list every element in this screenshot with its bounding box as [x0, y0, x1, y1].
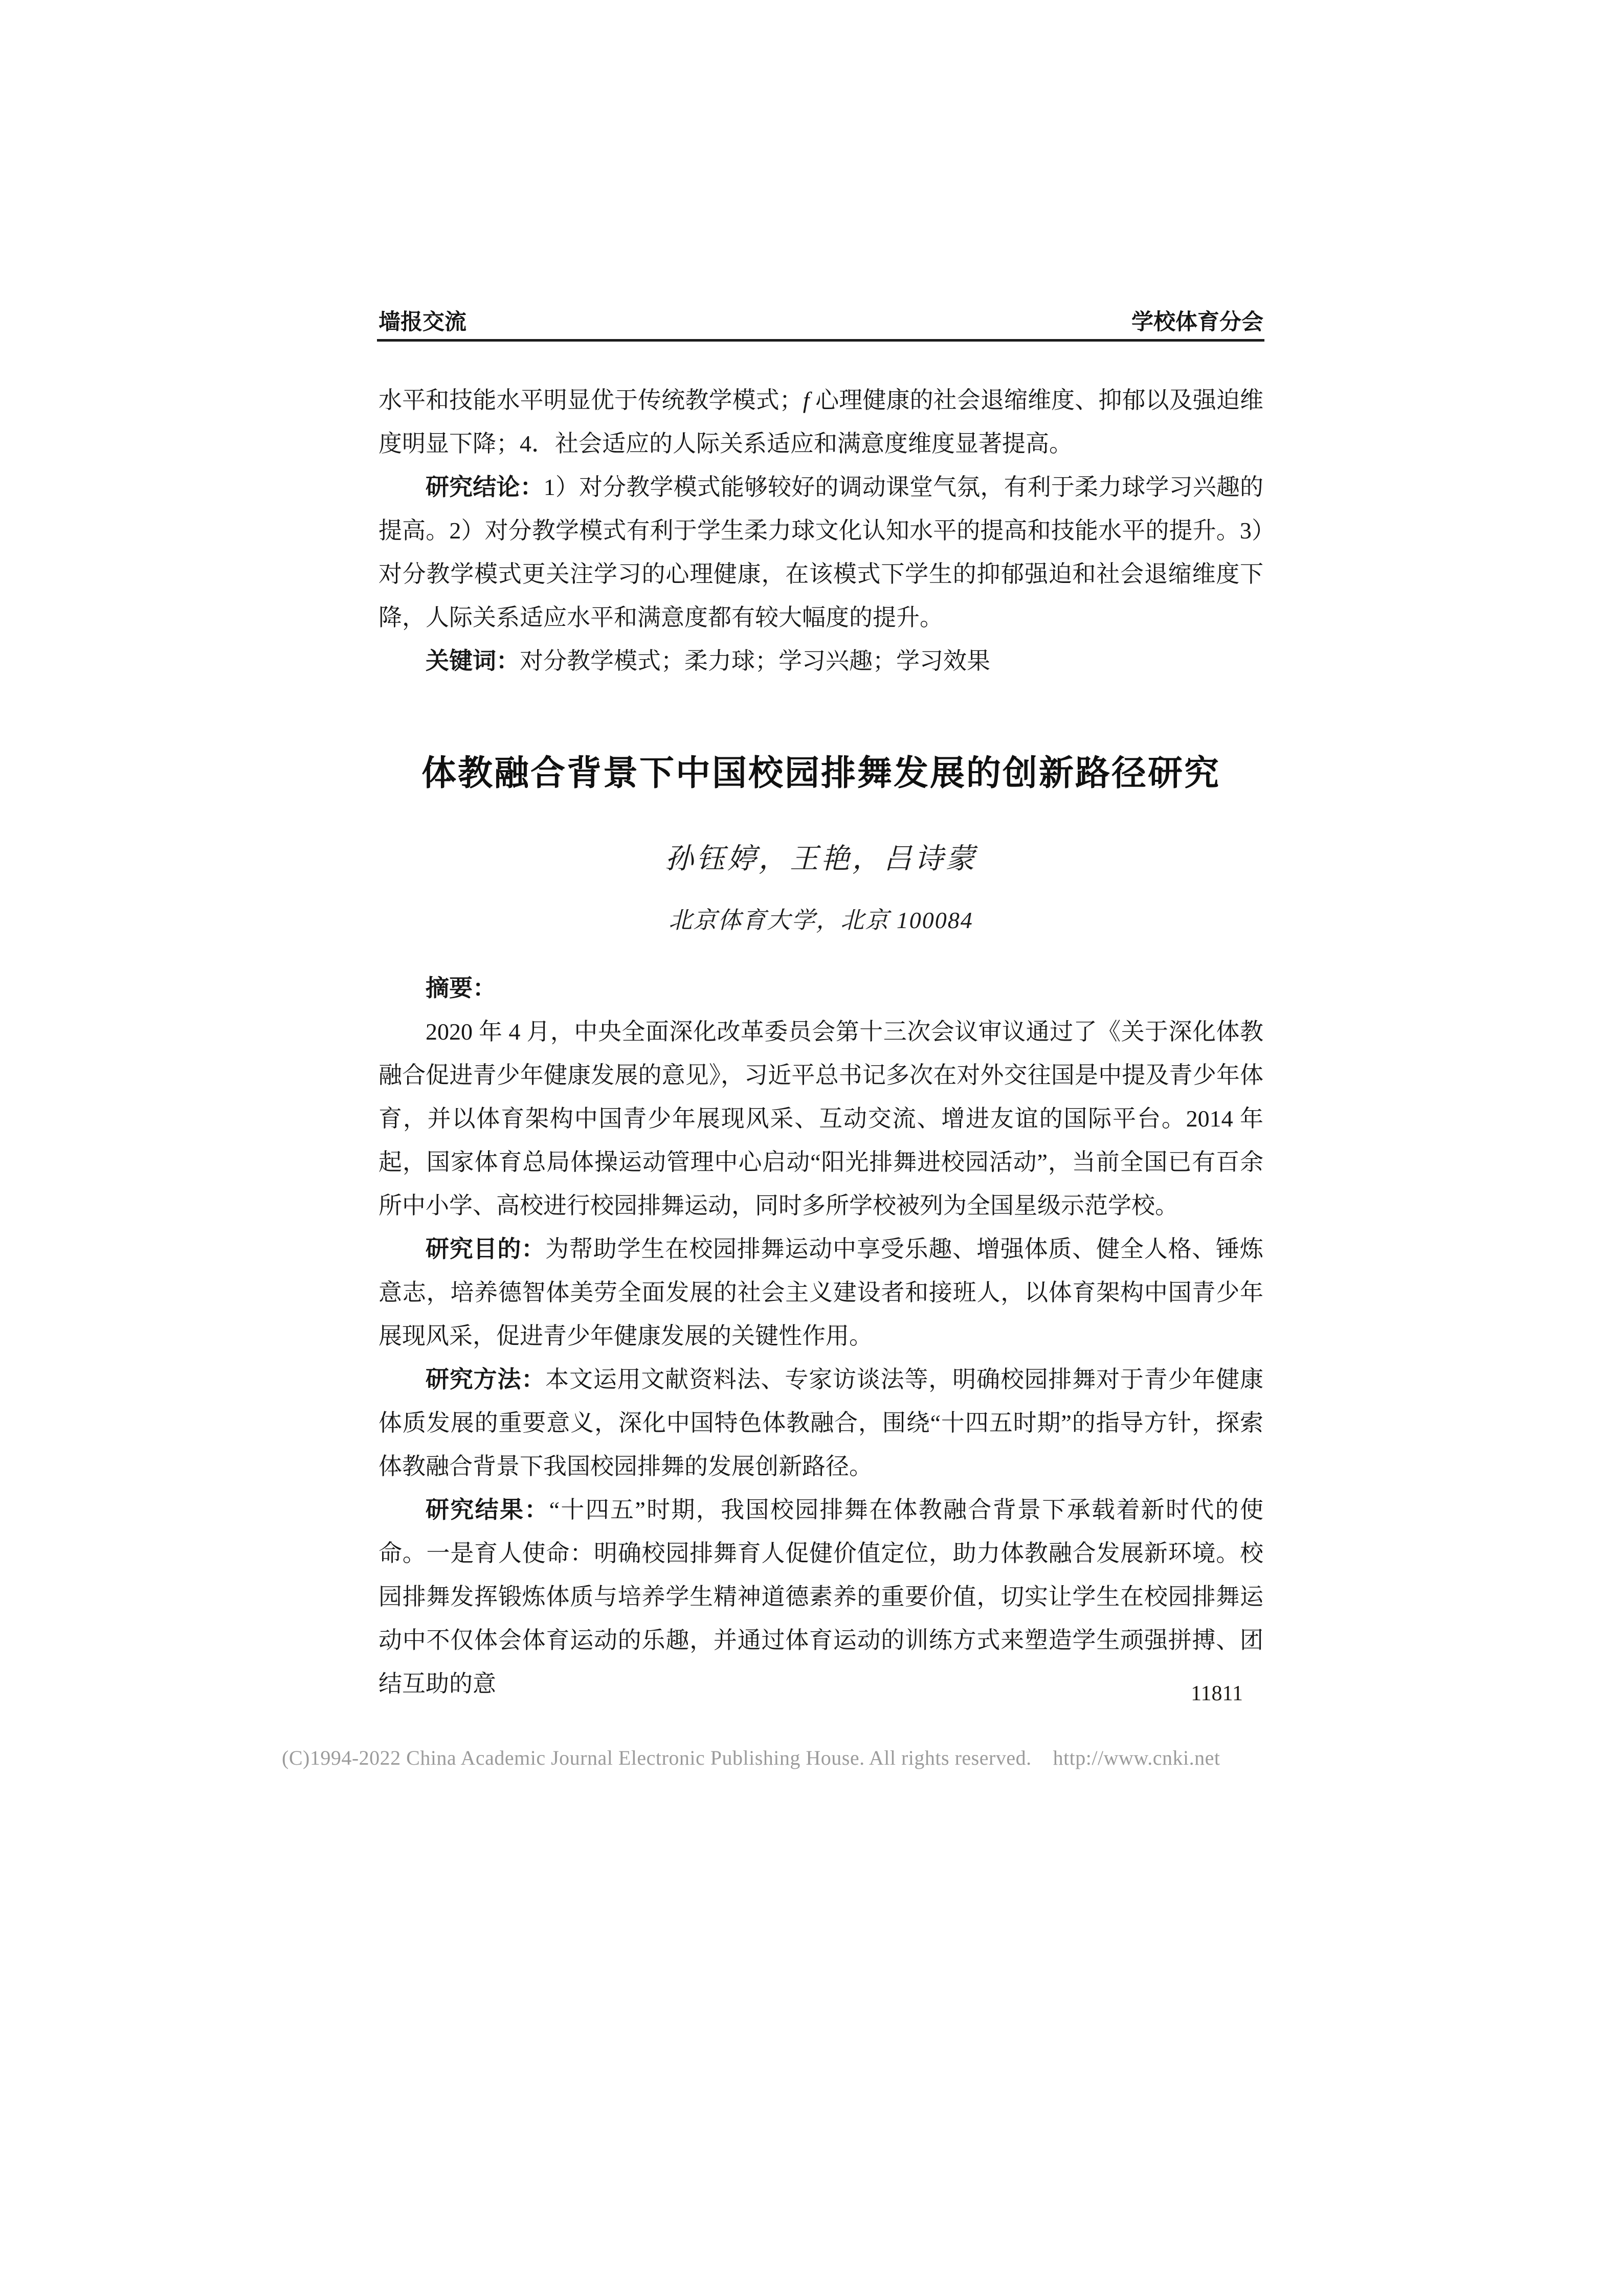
abstract-label-paragraph: [379, 966, 1263, 1010]
running-head-left: 墙报交流: [379, 310, 466, 334]
conclusion-text: 1）对分教学模式能够较好的调动课堂气氛，有利于柔力球学习兴趣的提高。2）对分教学模式有利于学生柔力球文化认知水平的提高和技能水平的提升。3）对分教学模式更关注学习的心理健康，在该模式下学生的抑郁强迫和社会退缩维度下降，人际关系适应水平和满意度都有较大幅度的提升。: [379, 474, 1264, 631]
keywords-paragraph: [379, 639, 1263, 683]
abstract-label: 摘要：: [426, 975, 496, 1001]
page-number: 11811: [1191, 1682, 1243, 1705]
article-title: 体教融合背景下中国校园排舞发展的创新路径研究: [421, 754, 1220, 793]
copyright-footer: (C)1994-2022 China Academic Journal Electronic Publishing House. All rights reserved. http://www.cnki.net: [282, 1746, 1220, 1769]
method-text: 本文运用文献资料法、专家访谈法等，明确校园排舞对于青少年健康体质发展的重要意义，深化中国特色体教融合，围绕“十四五时期”的指导方针，探索体教融合背景下我国校园排舞的发展创新路径。: [379, 1366, 1264, 1479]
conclusion-paragraph: [379, 465, 1263, 639]
italic-f-symbol: f: [803, 387, 810, 413]
article-authors: 孙钰婷，王艳，吕诗蒙: [665, 843, 977, 875]
method-paragraph: [379, 1358, 1263, 1488]
purpose-text: 为帮助学生在校园排舞运动中享受乐趣、增强体质、健全人格、锤炼意志，培养德智体美劳全面发展的社会主义建设者和接班人，以体育架构中国青少年展现风采，促进青少年健康发展的关键性作用。: [379, 1236, 1264, 1349]
header-rule: [377, 339, 1264, 342]
previous-article-tail: [379, 378, 1263, 683]
running-head: [379, 310, 1263, 334]
method-label: 研究方法：: [426, 1366, 546, 1392]
running-head-right: 学校体育分会: [1131, 310, 1263, 334]
article-affiliation: 北京体育大学，北京 100084: [669, 907, 973, 933]
continuation-pre: 水平和技能水平明显优于传统教学模式；: [379, 387, 803, 413]
result-label: 研究结果：: [426, 1496, 549, 1523]
purpose-paragraph: [379, 1227, 1263, 1358]
keywords-label: 关键词：: [426, 647, 520, 674]
conclusion-label: 研究结论：: [426, 474, 544, 500]
abstract-background-paragraph: 2020 年 4 月，中央全面深化改革委员会第十三次会议审议通过了《关于深化体教融合促进青少年健康发展的意见》，习近平总书记多次在对外交往国是中提及青少年体育，并以体育架构中国青少年展现风采、互动交流、增进友谊的国际平台。2014 年起，国家体育总局体操运动管理中心启动“阳光排舞进校园活动”，当前全国已有百余所中小学、高校进行校园排舞运动，同时多所学校被列为全国星级示范学校。: [379, 1019, 1263, 1219]
result-text: “十四五”时期，我国校园排舞在体教融合背景下承载着新时代的使命。一是育人使命：明确校园排舞育人促健价值定位，助力体教融合发展新环境。校园排舞发挥锻炼体质与培养学生精神道德素养的重要价值，切实让学生在校园排舞运动中不仅体会体育运动的乐趣，并通过体育运动的训练方式来塑造学生顽强拼搏、团结互助的意: [379, 1497, 1263, 1697]
abstract-section: [379, 966, 1263, 1705]
continuation-post: 心理健康的社会退缩维度、抑郁以及强迫维度明显下降；4．社会适应的人际关系适应和满意度维度显著提高。: [379, 387, 1264, 457]
purpose-label: 研究目的：: [426, 1235, 546, 1262]
continuation-paragraph: [379, 378, 1263, 465]
keywords-text: 对分教学模式；柔力球；学习兴趣；学习效果: [520, 648, 990, 674]
